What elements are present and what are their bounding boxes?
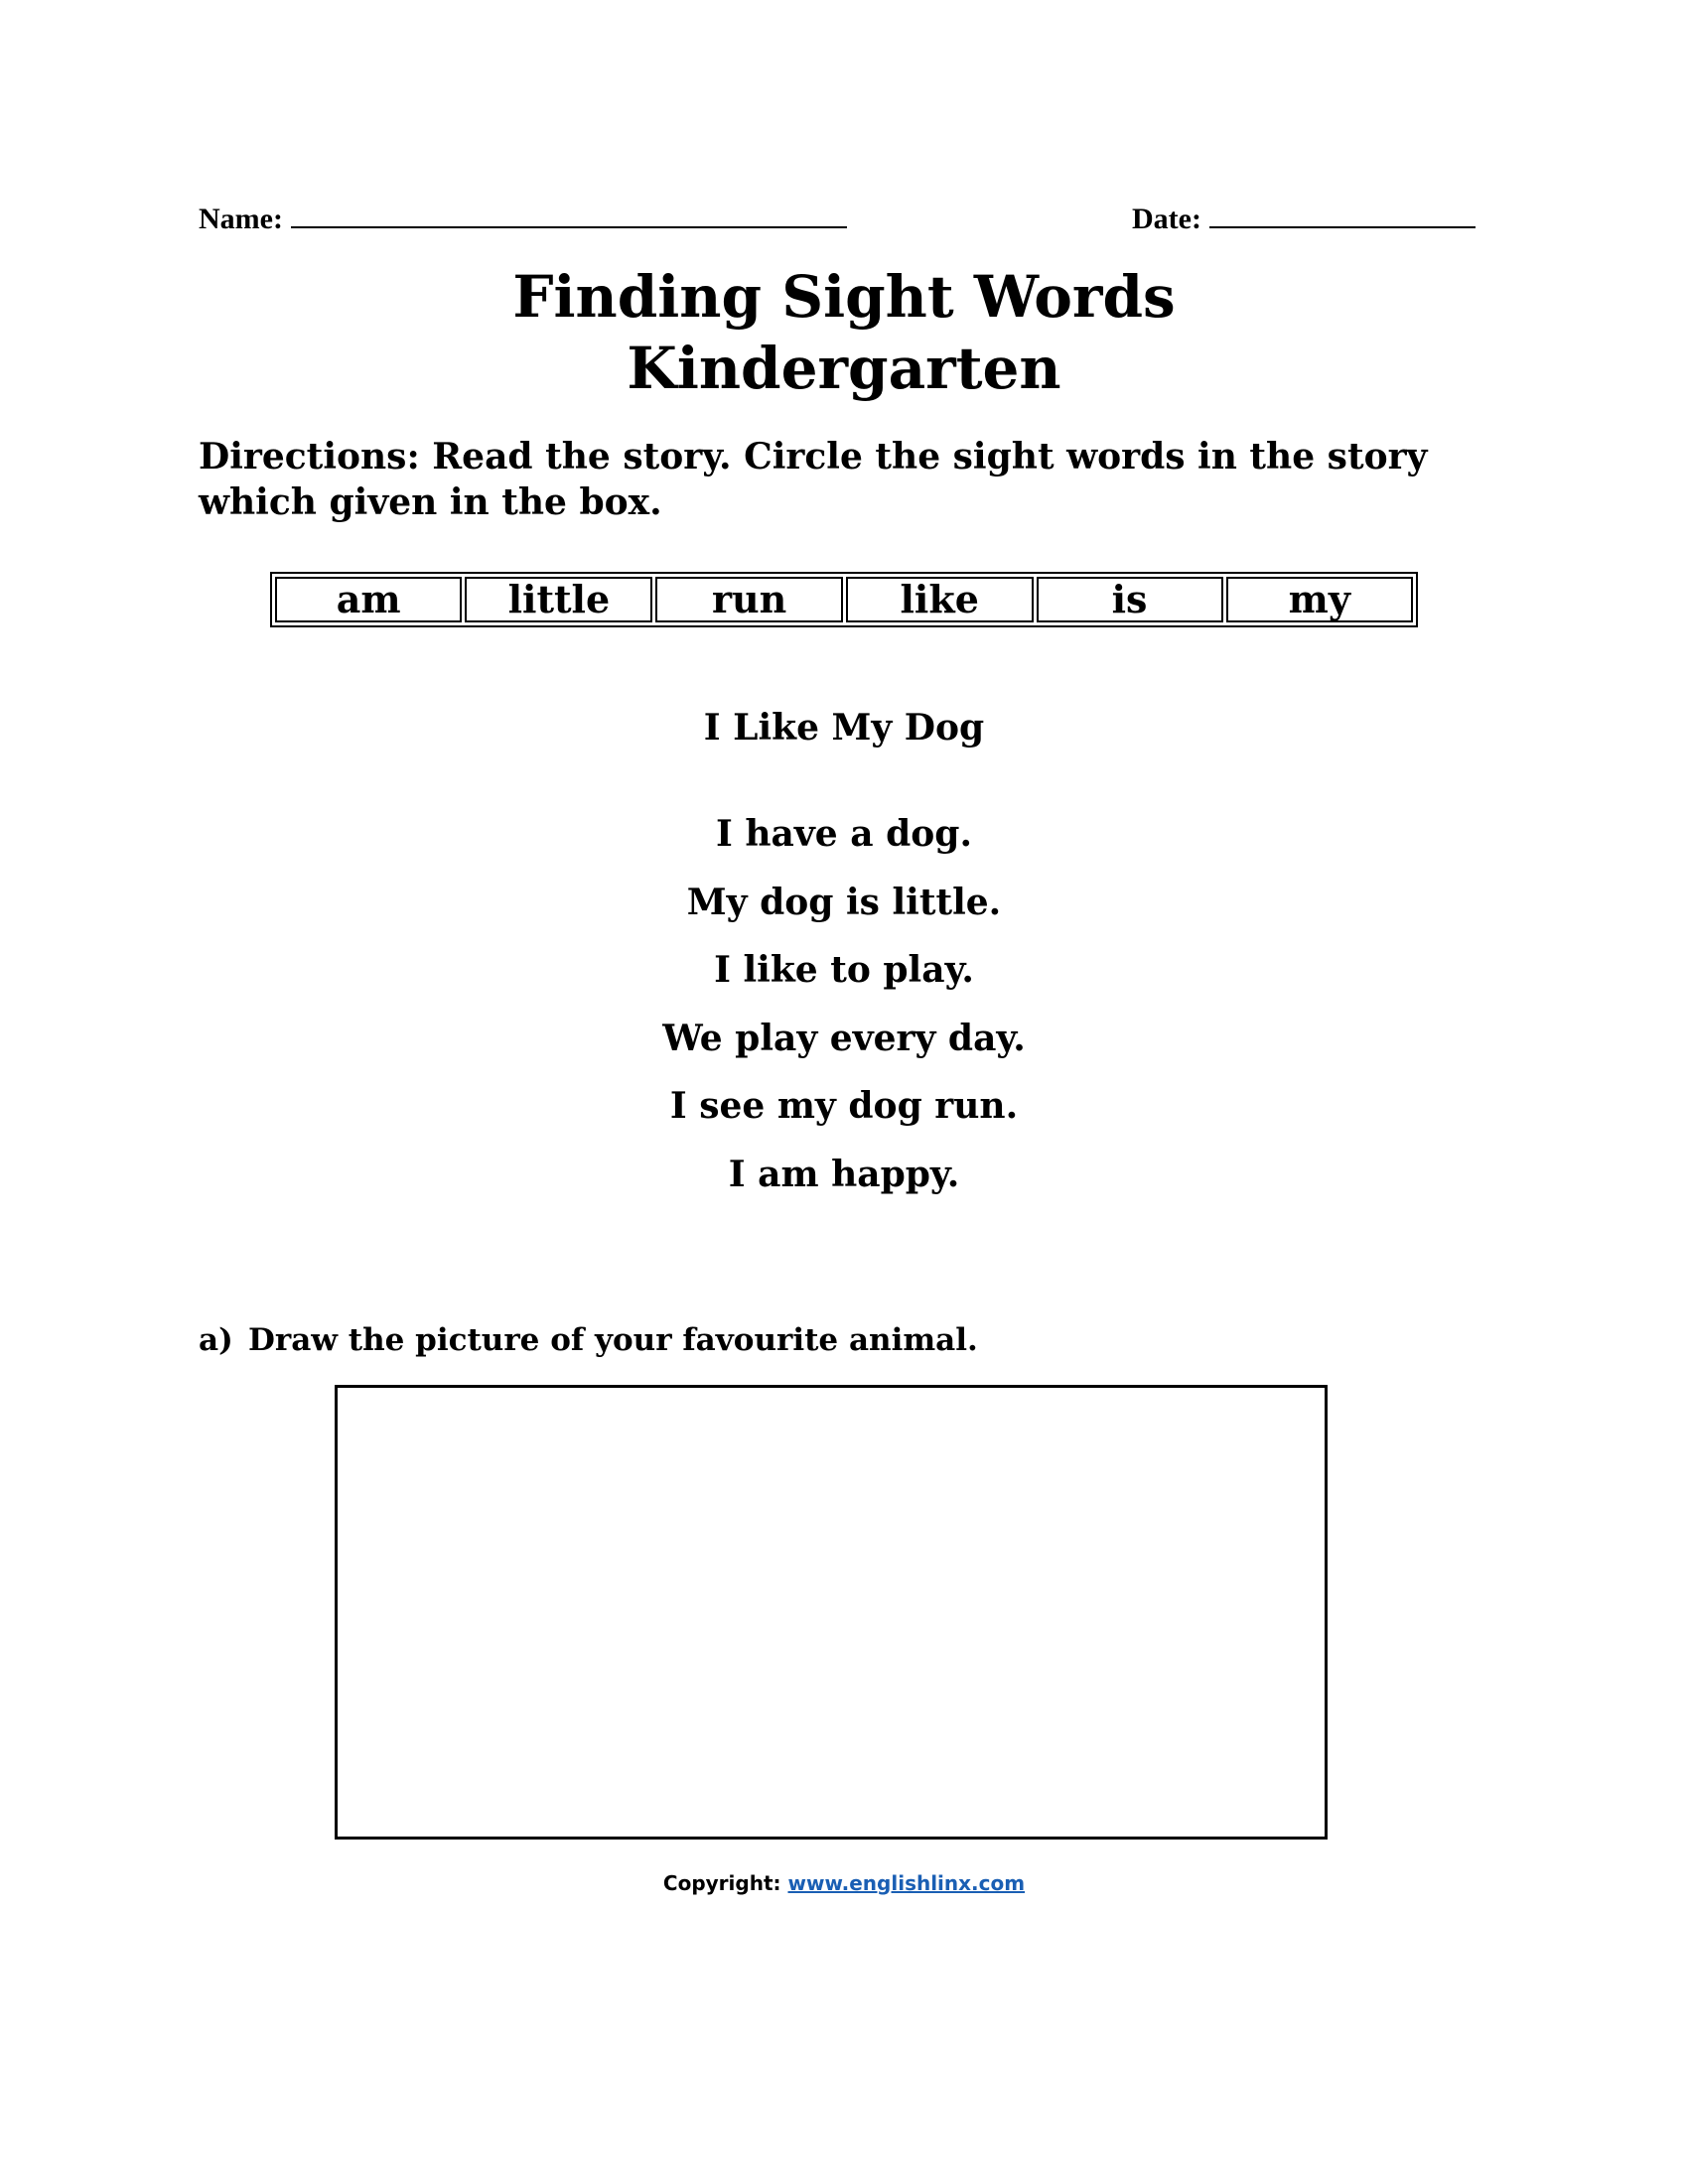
date-blank-line[interactable] xyxy=(1209,199,1476,228)
drawing-area[interactable] xyxy=(335,1385,1328,1840)
date-field xyxy=(1132,199,1476,237)
date-label: Date: xyxy=(1132,203,1201,235)
story-line: I like to play. xyxy=(714,949,974,991)
directions-text: Directions: Read the story. Circle the sight words in the story which given in the box. xyxy=(199,436,1428,523)
name-field xyxy=(199,199,847,237)
sight-word: run xyxy=(655,577,843,622)
sight-word: like xyxy=(846,577,1034,622)
sight-word-box xyxy=(270,572,1418,627)
copyright-link[interactable]: www.englishlinx.com xyxy=(787,1871,1026,1895)
name-label: Name: xyxy=(199,203,283,235)
page-title: Finding Sight Words xyxy=(512,263,1176,331)
sight-word: little xyxy=(465,577,652,622)
sight-word: my xyxy=(1226,577,1413,622)
story-line: We play every day. xyxy=(662,1018,1026,1059)
question-text: Draw the picture of your favourite animal. xyxy=(248,1322,978,1358)
story-title: I Like My Dog xyxy=(703,707,985,749)
copyright-footer xyxy=(0,1870,1688,1896)
story-line: I have a dog. xyxy=(716,813,972,855)
page-subtitle: Kindergarten xyxy=(627,335,1061,402)
sight-word: is xyxy=(1037,577,1223,622)
story-line: I see my dog run. xyxy=(669,1085,1019,1127)
question-marker: a) xyxy=(199,1322,233,1358)
story-line: I am happy. xyxy=(728,1154,960,1195)
copyright-label: Copyright: xyxy=(662,1871,781,1895)
name-blank-line[interactable] xyxy=(291,199,847,228)
story-line: My dog is little. xyxy=(686,882,1002,923)
question xyxy=(199,1320,978,1360)
sight-word: am xyxy=(275,577,462,622)
